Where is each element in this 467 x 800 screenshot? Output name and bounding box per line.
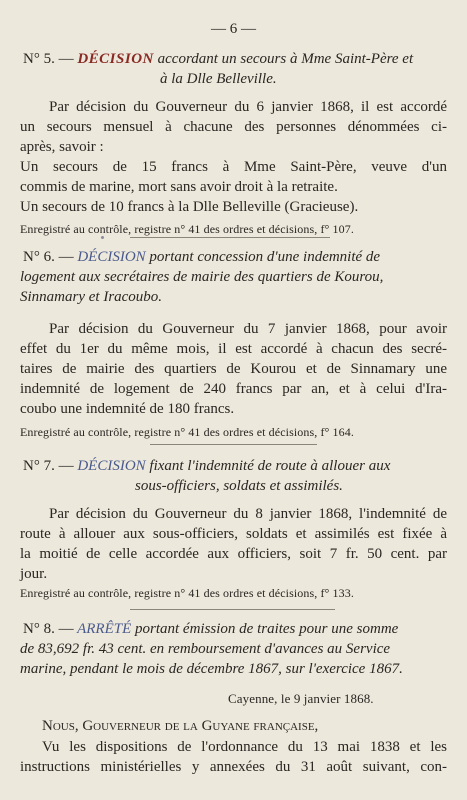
- n6-heading-line3: Sinnamary et Iracoubo.: [20, 289, 163, 305]
- n5-title: DÉCISION: [77, 51, 154, 67]
- section-divider: [150, 444, 317, 445]
- n8-heading-line3: marine, pendant le mois de décembre 1867, sur l'exercice 1867.: [20, 661, 403, 677]
- n5-number: N° 5. —: [23, 51, 74, 67]
- n6-para-line: indemnité de logement de 240 francs par an, et à celui d'Ira-: [20, 381, 447, 397]
- n5-para-line: commis de marine, mort sans avoir droit à la retraite.: [20, 179, 338, 195]
- n5-registre: Enregistré au contrôle, registre n° 41 des ordres et décisions, f° 107.: [20, 222, 354, 236]
- n8-title: ARRÊTÉ: [77, 621, 132, 637]
- n7-heading-line1: [23, 459, 457, 474]
- n7-para-line: jour.: [20, 566, 48, 582]
- n8-nous: Nous, Gouverneur de la Guyane française,: [42, 718, 319, 734]
- n6-heading-line1: [23, 250, 457, 265]
- section-divider: [130, 237, 330, 238]
- n7-para-line: la moitié de celle accordée aux officiers, soit 7 fr. 50 cent. par: [20, 546, 447, 562]
- n6-registre: Enregistré au contrôle, registre n° 41 des ordres et décisions, f° 164.: [20, 425, 354, 439]
- n5-para-line: Un secours de 15 francs à Mme Saint-Père, veuve d'un: [20, 159, 447, 175]
- n7-para-line: route à allouer aux sous-officiers, soldats et assimilés est fixée à: [20, 526, 447, 542]
- n5-heading-text: accordant un secours à Mme Saint-Père et: [157, 51, 414, 67]
- n8-vu-line: instructions ministérielles y annexées du 31 août suivant, con-: [20, 759, 447, 775]
- n7-heading-text: fixant l'indemnité de route à allouer aux: [149, 458, 391, 474]
- n5-para-line: Par décision du Gouverneur du 6 janvier 1868, il est accordé: [49, 99, 447, 115]
- n7-number: N° 7. —: [23, 458, 74, 474]
- n6-para-line: Par décision du Gouverneur du 7 janvier 1868, pour avoir: [49, 321, 447, 337]
- n6-para-line: effet du 1er du même mois, il est accordé à chacun des secré-: [20, 341, 447, 357]
- n8-heading-text: portant émission de traites pour une somme: [134, 621, 399, 637]
- n6-heading-line2: logement aux secrétaires de mairie des quartiers de Kourou,: [20, 269, 384, 285]
- n8-number: N° 8. —: [23, 621, 74, 637]
- n5-heading-line2: à la Dlle Belleville.: [160, 71, 277, 87]
- n7-para-line: Par décision du Gouverneur du 8 janvier 1868, l'indemnité de: [49, 506, 447, 522]
- n7-title: DÉCISION: [77, 458, 146, 474]
- page-number: — 6 —: [211, 21, 256, 37]
- n5-para-line: Un secours de 10 francs à la Dlle Belleville (Gracieuse).: [20, 199, 359, 215]
- n6-para-line: coubo une indemnité de 180 francs.: [20, 401, 235, 417]
- n8-vu-line: Vu les dispositions de l'ordonnance du 13 mai 1838 et les: [42, 739, 447, 755]
- n5-heading-line1: [23, 52, 457, 67]
- n6-para-line: taires de mairie des quartiers de Kourou et de Sinnamary une: [20, 361, 447, 377]
- n5-para-line: un secours mensuel à chacune des personnes dénommées ci-: [20, 119, 447, 135]
- n8-heading-line1: [23, 622, 457, 637]
- section-divider: [130, 609, 335, 610]
- n8-heading-line2: de 83,692 fr. 43 cent. en remboursement d'avances au Service: [20, 641, 391, 657]
- n8-date: Cayenne, le 9 janvier 1868.: [228, 691, 374, 706]
- n6-heading-text: portant concession d'une indemnité de: [149, 249, 381, 265]
- n6-number: N° 6. —: [23, 249, 74, 265]
- n7-registre: Enregistré au contrôle, registre n° 41 des ordres et décisions, f° 133.: [20, 586, 354, 600]
- ink-speck: [101, 236, 104, 239]
- n6-title: DÉCISION: [77, 249, 146, 265]
- n5-para-line: après, savoir :: [20, 139, 104, 155]
- n7-heading-line2: sous-officiers, soldats et assimilés.: [135, 478, 343, 494]
